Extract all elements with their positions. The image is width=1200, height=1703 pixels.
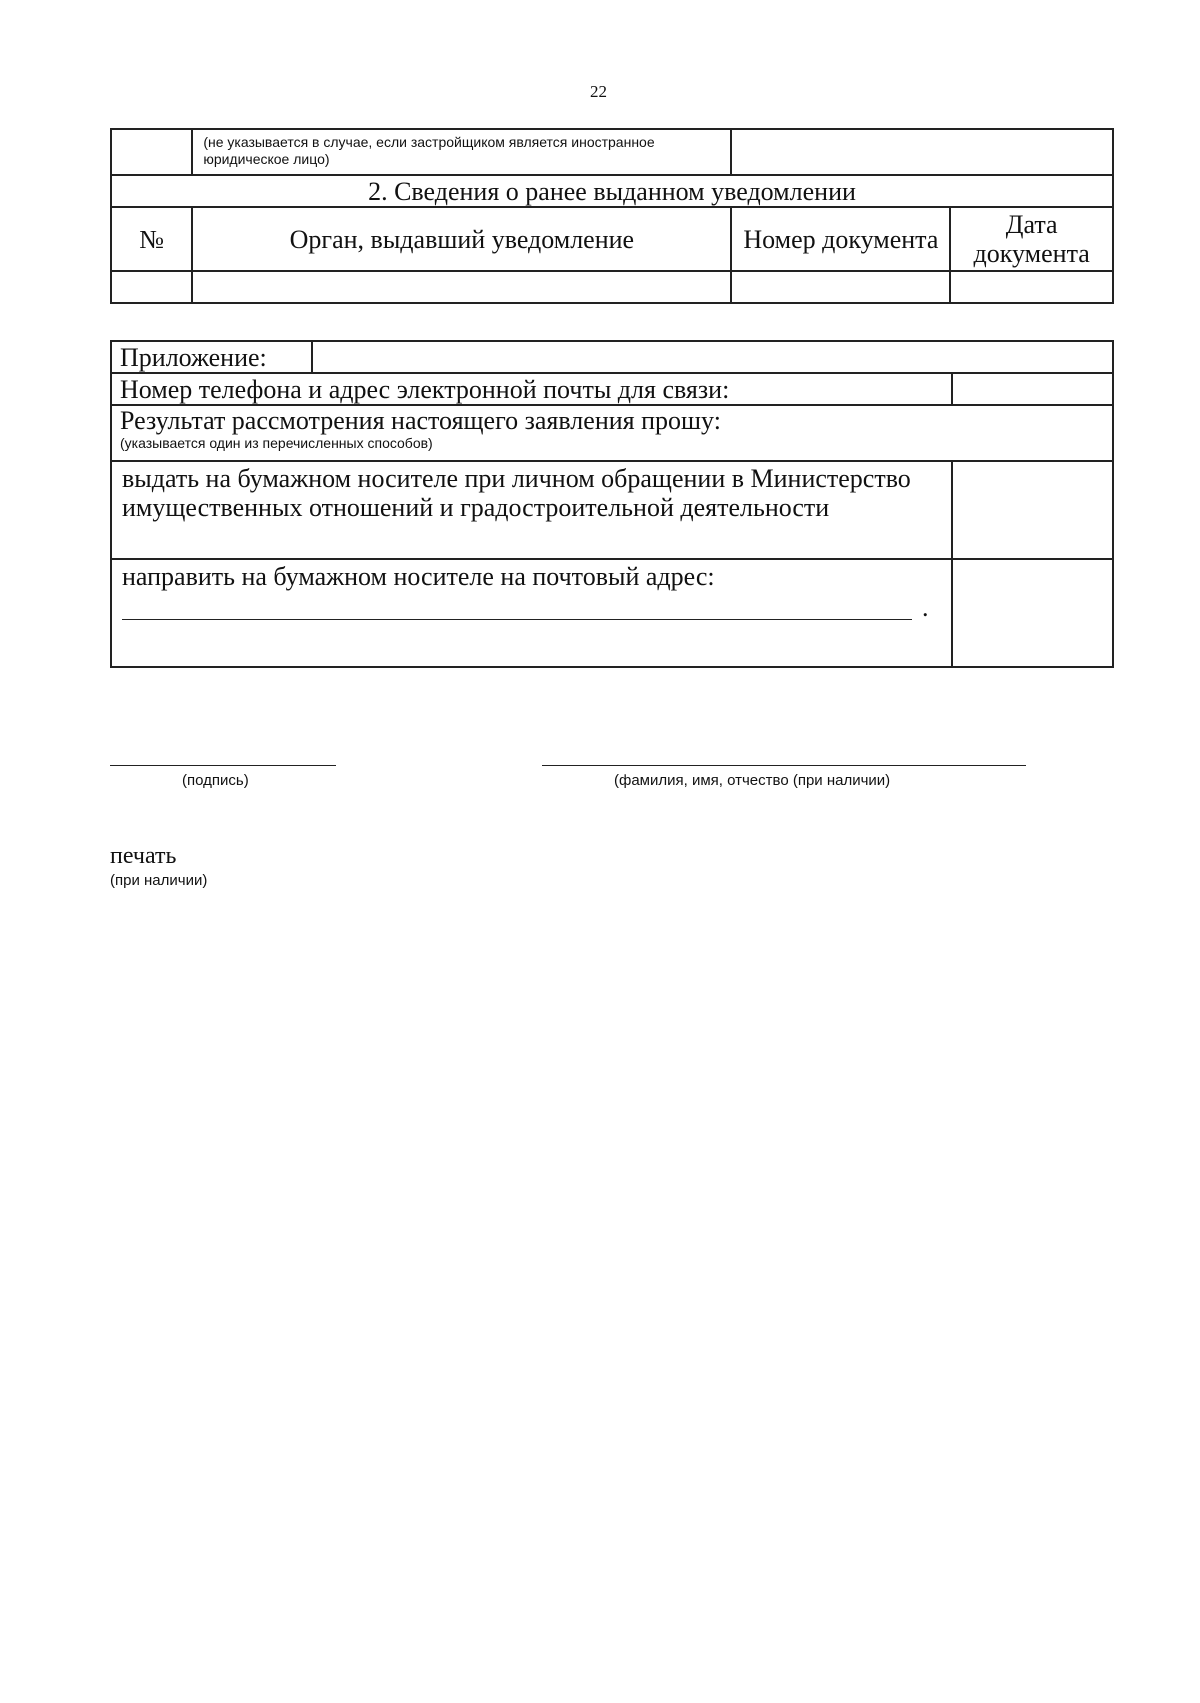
header-doc-date: Дата документа xyxy=(950,207,1113,271)
cell-organ[interactable] xyxy=(192,271,731,303)
cell-number[interactable] xyxy=(111,271,192,303)
section-title: 2. Сведения о ранее выданном уведомлении xyxy=(111,175,1113,207)
note-row-empty-cell xyxy=(111,129,192,175)
result-note: (указывается один из перечисленных способов) xyxy=(120,435,433,451)
cell-doc-date[interactable] xyxy=(950,271,1113,303)
signature-caption: (подпись) xyxy=(182,772,249,789)
full-name-line[interactable] xyxy=(542,765,1026,766)
previous-notice-table xyxy=(110,128,1114,304)
contact-label: Номер телефона и адрес электронной почты для связи: xyxy=(111,373,952,405)
option-by-mail-checkbox[interactable] xyxy=(952,559,1113,667)
option-by-mail xyxy=(111,559,952,667)
note-row-value-cell[interactable] xyxy=(731,129,1113,175)
header-doc-number: Номер документа xyxy=(731,207,950,271)
page-number: 22 xyxy=(590,82,607,101)
cell-doc-number[interactable] xyxy=(731,271,950,303)
header-organ: Орган, выдавший уведомление xyxy=(192,207,731,271)
result-block xyxy=(111,405,1113,461)
attachment-label: Приложение: xyxy=(111,341,312,373)
stamp-label: печать xyxy=(110,843,177,869)
foreign-entity-note: (не указывается в случае, если застройщиком является иностранное юридическое лицо) xyxy=(192,129,731,175)
option-in-person: выдать на бумажном носителе при личном обращении в Министерство имущественных отношений и градостроительной деятельности xyxy=(111,461,952,559)
postal-address-line[interactable] xyxy=(122,619,912,620)
result-label: Результат рассмотрения настоящего заявления прошу: xyxy=(120,406,721,435)
signature-line[interactable] xyxy=(110,765,336,766)
address-line-period: . xyxy=(922,593,929,622)
contact-field[interactable] xyxy=(952,373,1113,405)
full-name-caption: (фамилия, имя, отчество (при наличии) xyxy=(614,772,891,789)
attachment-field[interactable] xyxy=(312,341,1113,373)
option-in-person-checkbox[interactable] xyxy=(952,461,1113,559)
request-table xyxy=(110,340,1114,668)
stamp-note: (при наличии) xyxy=(110,872,208,889)
header-number: № xyxy=(111,207,192,271)
option-by-mail-label: направить на бумажном носителе на почтовый адрес: xyxy=(122,562,715,591)
